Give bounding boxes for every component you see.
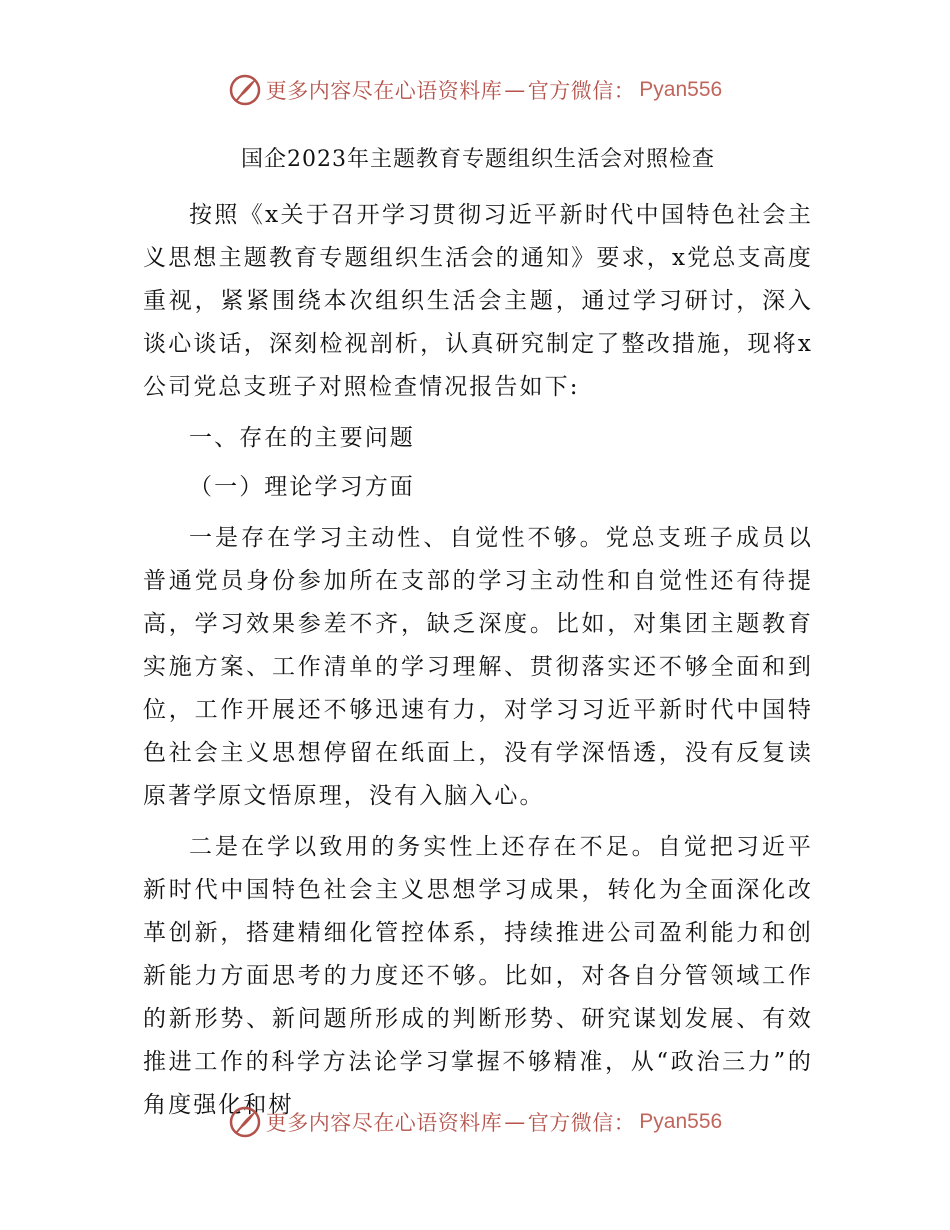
subsection-heading: （一）理论学习方面 [189,474,415,500]
document-body [143,140,813,1135]
banner-wechat-label: 官方微信： [527,1111,636,1135]
banner-wechat-id: Pyan556 [639,78,723,101]
footer-watermark-banner [0,1102,950,1142]
banner-dash: — [504,78,526,102]
feather-pen-logo-icon [228,1105,262,1139]
intro-paragraph: 按照《x关于召开学习贯彻习近平新时代中国特色社会主义思想主题教育专题组织生活会的通知》要求，x党总支高度重视，紧紧围绕本次组织生活会主题，通过学习研讨，深入谈心谈话，深刻检视剖析，认真研究制定了整改措施，现将x公司党总支班子对照检查情况报告如下: [143,202,813,400]
banner-text: 更多内容尽在心语资料库 [265,1111,503,1135]
section-heading: 一、存在的主要问题 [189,425,415,451]
body-paragraph: 二是在学以致用的务实性上还存在不足。自觉把习近平新时代中国特色社会主义思想学习成果，转化为全面深化改革创新，搭建精细化管控体系，持续推进公司盈利能力和创新能力方面思考的力度还不够。比如，对各自分管领域工作的新形势、新问题所形成的判断形势、研究谋划发展、有效推进工作的科学方法论学习掌握不够精准，从“政治三力”的角度强化和树 [143,834,813,1118]
banner-wechat-id: Pyan556 [639,1110,723,1133]
document-title: 国企2023年主题教育专题组织生活会对照检查 [241,147,715,172]
banner-text: 更多内容尽在心语资料库 [265,79,503,103]
feather-pen-logo-icon [228,73,262,107]
banner-dash: — [504,1110,526,1134]
body-paragraph: 一是存在学习主动性、自觉性不够。党总支班子成员以普通党员身份参加所在支部的学习主动性和自觉性还有待提高，学习效果参差不齐，缺乏深度。比如，对集团主题教育实施方案、工作清单的学习理解、贯彻落实还不够全面和到位，工作开展还不够迅速有力，对学习习近平新时代中国特色社会主义思想停留在纸面上，没有学深悟透，没有反复读原著学原文悟原理，没有入脑入心。 [143,525,813,809]
banner-wechat-label: 官方微信： [527,79,636,103]
header-watermark-banner [0,70,950,110]
